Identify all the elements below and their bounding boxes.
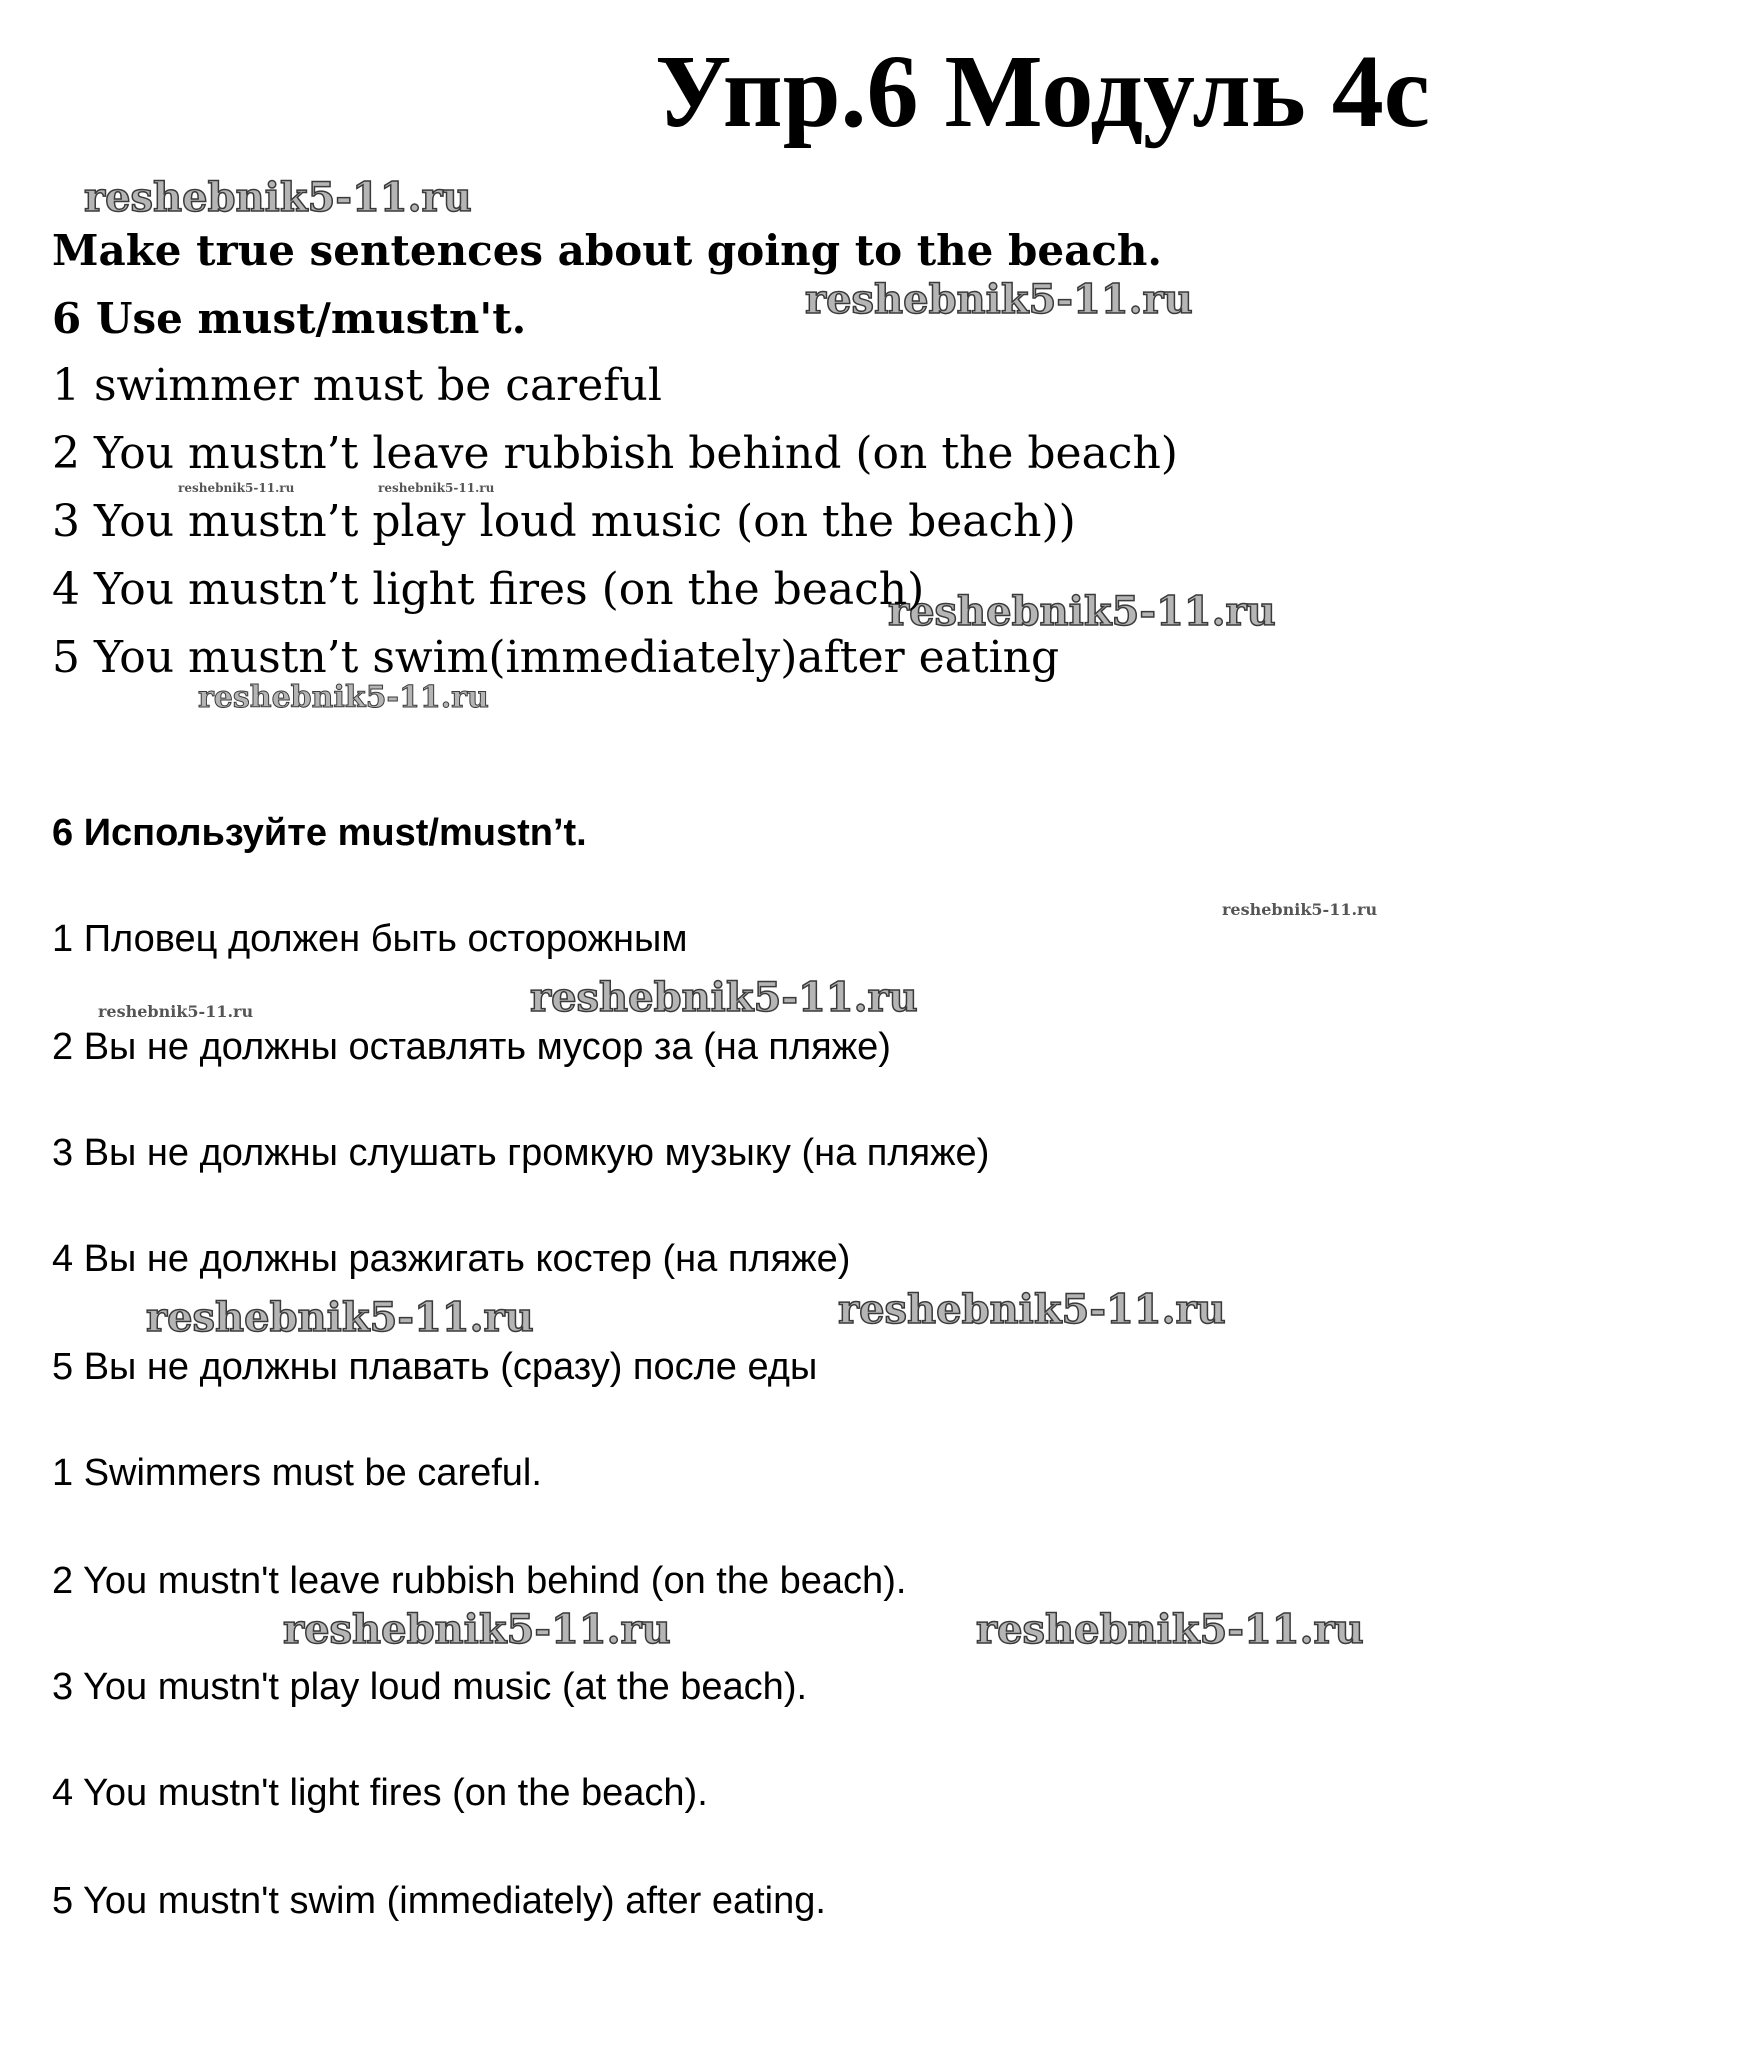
answer-line: 3 You mustn't play loud music (at the beach). (52, 1666, 808, 1708)
watermark: reshebnik5-11.ru (530, 974, 918, 1021)
watermark: reshebnik5-11.ru (838, 1286, 1226, 1333)
english-line: 1 swimmer must be careful (52, 360, 662, 411)
watermark: reshebnik5-11.ru (976, 1606, 1364, 1653)
english-line: 4 You mustn’t light fires (on the beach) (52, 564, 925, 615)
answer-line: 4 You mustn't light fires (on the beach). (52, 1772, 708, 1814)
watermark: reshebnik5-11.ru (198, 680, 489, 715)
watermark: reshebnik5-11.ru (888, 588, 1276, 635)
russian-line: 1 Пловец должен быть осторожным (52, 918, 688, 960)
english-line: 2 You mustn’t leave rubbish behind (on the beach) (52, 428, 1178, 479)
watermark: reshebnik5-11.ru (1222, 900, 1378, 919)
answer-line: 2 You mustn't leave rubbish behind (on the beach). (52, 1560, 907, 1602)
english-line: 3 You mustn’t play loud music (on the beach)) (52, 496, 1076, 547)
russian-line: 4 Вы не должны разжигать костер (на пляже) (52, 1238, 851, 1280)
russian-line: 3 Вы не должны слушать громкую музыку (на пляже) (52, 1132, 990, 1174)
watermark: reshebnik5-11.ru (283, 1606, 671, 1653)
task-heading: 6 Use must/mustn't. (52, 294, 527, 343)
answer-line: 1 Swimmers must be careful. (52, 1452, 542, 1494)
watermark: reshebnik5-11.ru (378, 481, 495, 495)
russian-line: 5 Вы не должны плавать (сразу) после еды (52, 1346, 818, 1388)
answer-line: 5 You mustn't swim (immediately) after eating. (52, 1880, 826, 1922)
russian-line: 2 Вы не должны оставлять мусор за (на пляже) (52, 1026, 891, 1068)
watermark: reshebnik5-11.ru (84, 174, 472, 221)
watermark: reshebnik5-11.ru (178, 481, 295, 495)
page-title: Упр.6 Модуль 4с (655, 34, 1430, 149)
english-line: 5 You mustn’t swim(immediately)after eating (52, 632, 1060, 683)
watermark: reshebnik5-11.ru (98, 1002, 254, 1021)
watermark: reshebnik5-11.ru (146, 1294, 534, 1341)
watermark: reshebnik5-11.ru (805, 276, 1193, 323)
russian-heading: 6 Используйте must/mustn’t. (52, 812, 587, 854)
instruction-heading: Make true sentences about going to the beach. (52, 226, 1163, 275)
